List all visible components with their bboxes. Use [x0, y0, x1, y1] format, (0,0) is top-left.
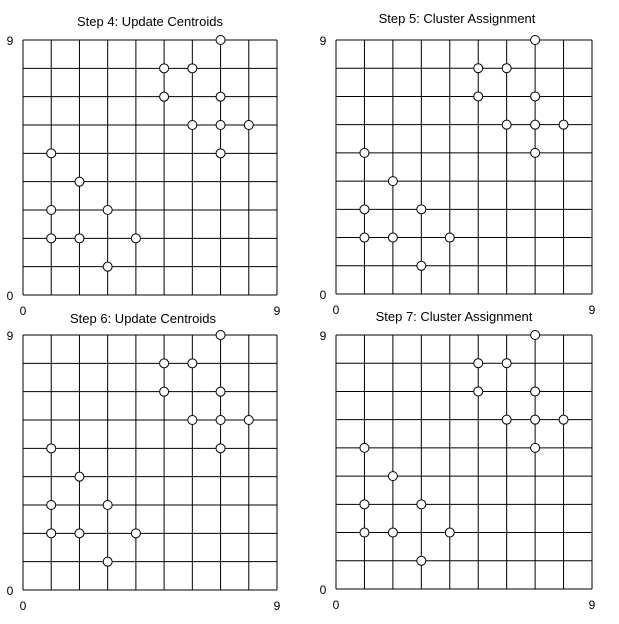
data-point	[244, 416, 253, 425]
data-point	[502, 359, 511, 368]
data-point	[47, 234, 56, 243]
data-point	[131, 529, 140, 538]
data-point	[47, 444, 56, 453]
data-point	[216, 92, 225, 101]
data-point	[103, 206, 112, 215]
data-point	[417, 556, 426, 565]
data-point	[474, 387, 483, 396]
panel-4	[320, 309, 596, 612]
panel-1	[7, 14, 281, 318]
data-point	[47, 206, 56, 215]
data-point	[75, 529, 84, 538]
data-point	[531, 148, 540, 157]
data-point	[531, 120, 540, 129]
data-point	[103, 262, 112, 271]
data-point	[103, 557, 112, 566]
data-point	[531, 387, 540, 396]
data-point	[216, 121, 225, 130]
x-tick-label-max: 9	[588, 598, 596, 612]
data-point	[360, 148, 369, 157]
x-tick-label-max: 9	[588, 303, 596, 317]
data-point	[160, 387, 169, 396]
data-point	[531, 443, 540, 452]
data-point	[502, 120, 511, 129]
data-point	[360, 528, 369, 537]
data-point	[216, 331, 225, 340]
x-tick-label-max: 9	[273, 599, 281, 613]
data-point	[75, 234, 84, 243]
panel-2	[320, 11, 596, 317]
data-point	[559, 415, 568, 424]
data-point	[417, 205, 426, 214]
y-tick-label-min: 0	[6, 584, 14, 598]
data-point	[75, 472, 84, 481]
data-point	[445, 233, 454, 242]
data-point	[417, 500, 426, 509]
y-tick-label-min: 0	[6, 289, 14, 303]
panel-title: Step 6: Update Centroids	[70, 311, 216, 326]
data-point	[188, 416, 197, 425]
data-point	[417, 261, 426, 270]
data-point	[160, 92, 169, 101]
data-point	[216, 387, 225, 396]
x-tick-label-min: 0	[19, 304, 27, 318]
x-tick-label-min: 0	[332, 303, 340, 317]
data-point	[160, 64, 169, 73]
data-point	[531, 92, 540, 101]
data-point	[388, 528, 397, 537]
data-point	[360, 233, 369, 242]
x-tick-label-min: 0	[332, 598, 340, 612]
data-point	[474, 64, 483, 73]
data-point	[103, 501, 112, 510]
data-point	[360, 443, 369, 452]
data-point	[531, 415, 540, 424]
data-point	[388, 472, 397, 481]
y-tick-label-max: 9	[319, 34, 327, 48]
y-tick-label-max: 9	[6, 34, 14, 48]
data-point	[216, 416, 225, 425]
data-point	[160, 359, 169, 368]
data-point	[47, 149, 56, 158]
data-point	[360, 500, 369, 509]
data-point	[502, 415, 511, 424]
data-point	[531, 36, 540, 45]
y-tick-label-max: 9	[319, 329, 327, 343]
y-tick-label-min: 0	[319, 288, 327, 302]
data-point	[188, 359, 197, 368]
data-point	[47, 501, 56, 510]
data-point	[388, 233, 397, 242]
data-point	[216, 36, 225, 45]
data-point	[531, 331, 540, 340]
data-point	[47, 529, 56, 538]
data-point	[474, 359, 483, 368]
x-tick-label-max: 9	[273, 304, 281, 318]
data-point	[188, 121, 197, 130]
data-point	[388, 177, 397, 186]
data-point	[445, 528, 454, 537]
data-point	[559, 120, 568, 129]
data-point	[216, 149, 225, 158]
data-point	[360, 205, 369, 214]
panel-title: Step 5: Cluster Assignment	[378, 11, 536, 26]
data-point	[216, 444, 225, 453]
data-point	[244, 121, 253, 130]
panel-title: Step 4: Update Centroids	[77, 14, 223, 29]
y-tick-label-min: 0	[319, 583, 327, 597]
y-tick-label-max: 9	[6, 329, 14, 343]
panel-3	[7, 311, 281, 613]
x-tick-label-min: 0	[19, 599, 27, 613]
panel-title: Step 7: Cluster Assignment	[375, 309, 533, 324]
data-point	[131, 234, 140, 243]
data-point	[188, 64, 197, 73]
data-point	[75, 177, 84, 186]
data-point	[474, 92, 483, 101]
data-point	[502, 64, 511, 73]
